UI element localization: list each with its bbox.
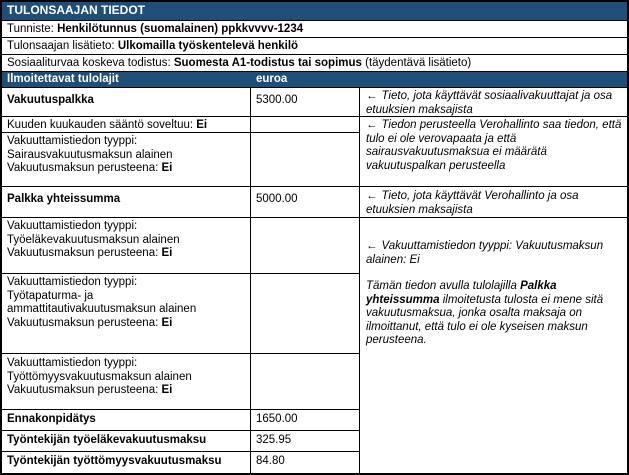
- annotation-social-insurers: [360, 88, 627, 117]
- income-type-label: Työntekijän työeläkevakuutusmaksu: [7, 434, 207, 446]
- insurance-type-line: Vakuuttamistiedon tyyppi:: [7, 357, 138, 369]
- income-types-table: [2, 88, 359, 473]
- identifier-row: [2, 21, 627, 38]
- income-type-label: Vakuutuspalkka: [7, 94, 94, 106]
- amount-cell: [251, 452, 359, 473]
- insurance-basis-flag: Ei: [161, 247, 173, 259]
- rule-label: Kuuden kuukauden sääntö soveltuu:: [7, 119, 197, 131]
- row-vakuutuspalkka: [2, 88, 359, 117]
- annotation-insurance-type-explanation: [360, 218, 627, 473]
- amount-cell: [251, 88, 359, 116]
- amount-cell: [251, 187, 359, 217]
- amount-value: 325.95: [256, 434, 292, 446]
- annotation-paragraph-start: Tämän tiedon avulla tulolajilla: [366, 280, 521, 292]
- income-type-label: Ennakonpidätys: [7, 413, 96, 425]
- insurance-type-line: Vakuuttamistiedon tyyppi:: [7, 276, 138, 288]
- annotation-tax-and-benefit-payers: [360, 187, 627, 218]
- amount-value: 1650.00: [256, 413, 298, 425]
- insurance-basis-flag: Ei: [161, 162, 173, 174]
- insurance-type-line: Sairausvakuutusmaksun alainen: [7, 148, 173, 161]
- certificate-label: Sosiaaliturvaa koskeva todistus:: [7, 57, 174, 69]
- insurance-type-line: Työeläkevakuutusmaksun alainen: [7, 233, 180, 246]
- row-vakuuttamistieto-tyottomyys: [2, 354, 359, 410]
- row-vakuuttamistieto-sairausvakuutus: [2, 133, 359, 187]
- table-header-row: [2, 72, 627, 88]
- recipient-additional-info-row: [2, 38, 627, 55]
- annotation-paragraph-bold: Palkka yhteissumma: [366, 280, 557, 306]
- insurance-type-line: Vakuuttamistiedon tyyppi:: [7, 135, 138, 147]
- insurance-basis-flag: Ei: [161, 316, 173, 329]
- annotations-column: [359, 88, 627, 473]
- annotation-tax-administration-info: [360, 117, 627, 187]
- amount-cell: [251, 431, 359, 451]
- amount-cell-empty: [251, 117, 359, 132]
- column-header-euros: euroa: [256, 73, 288, 85]
- amount-cell-empty: [251, 133, 359, 186]
- insurance-basis-flag: Ei: [161, 384, 173, 396]
- additional-info-value: Ulkomailla työskentelevä henkilö: [117, 40, 299, 52]
- income-type-label: Työntekijän työttömyysvakuutusmaksu: [7, 455, 222, 467]
- certificate-suffix: (täydentävä lisätieto): [361, 57, 472, 69]
- insurance-basis-label: Vakuutusmaksun perusteena:: [7, 316, 162, 329]
- amount-value: 5000.00: [256, 193, 298, 205]
- insurance-basis-label: Vakuutusmaksun perusteena:: [7, 162, 162, 174]
- social-security-certificate-row: [2, 55, 627, 72]
- amount-value: 84.80: [256, 455, 285, 467]
- insurance-type-line: ammattitautivakuutusmaksun alainen: [7, 303, 197, 315]
- insurance-basis-label: Vakuutusmaksun perusteena:: [7, 384, 162, 396]
- row-vakuuttamistieto-tyoelake: [2, 218, 359, 274]
- row-vakuuttamistieto-tyotapaturma: [2, 274, 359, 354]
- left-arrow-icon: ←: [366, 240, 378, 252]
- annotation-paragraph-end: ilmoitetusta tulosta ei mene sitä vakuutusmaksua, jonka osalta maksaja on ilmoittanut, että tulo ei ole kyseisen maksun perusteena.: [366, 293, 604, 346]
- annotation-text: Vakuuttamistiedon tyyppi: Vakuutusmaksun alainen: Ei: [366, 240, 604, 266]
- insurance-type-line: Vakuuttamistiedon tyyppi:: [7, 220, 138, 232]
- row-kuuden-kuukauden-saanto: [2, 117, 359, 133]
- row-tyoelakevakuutusmaksu: [2, 431, 359, 452]
- amount-cell: [251, 410, 359, 430]
- left-arrow-icon: ←: [366, 190, 378, 202]
- column-header-income-types: Ilmoitettavat tulolajit: [7, 73, 119, 85]
- amount-cell-empty: [251, 218, 359, 273]
- amount-cell-empty: [251, 274, 359, 353]
- insurance-basis-label: Vakuutusmaksun perusteena:: [7, 247, 162, 259]
- document-title-bar: [2, 2, 627, 21]
- left-arrow-icon: ←: [366, 119, 378, 131]
- left-arrow-icon: ←: [366, 90, 378, 102]
- row-palkka-yhteissumma: [2, 187, 359, 218]
- annotation-text: Tieto, jota käyttävät Verohallinto ja osa etuuksien maksajista: [366, 190, 579, 216]
- page-title: TULONSAAJAN TIEDOT: [7, 3, 145, 17]
- table-body: [2, 88, 627, 473]
- additional-info-label: Tulonsaajan lisätieto:: [7, 40, 118, 52]
- insurance-type-line: Työtapaturma- ja: [7, 289, 94, 302]
- insurance-type-line: Työttömyysvakuutusmaksun alainen: [7, 370, 192, 383]
- row-ennakonpidatys: [2, 410, 359, 431]
- certificate-value: Suomesta A1-todistus tai sopimus: [173, 57, 362, 69]
- amount-cell-empty: [251, 354, 359, 409]
- amount-value: 5300.00: [256, 94, 298, 106]
- annotation-text: Tieto, jota käyttävät sosiaalivakuuttajat ja osa etuuksien maksajista: [366, 90, 613, 116]
- rule-flag: Ei: [196, 119, 208, 131]
- identifier-value: Henkilötunnus (suomalainen) ppkkvvvv-1234: [57, 23, 304, 35]
- row-tyottomyysvakuutusmaksu: [2, 452, 359, 473]
- income-type-label: Palkka yhteissumma: [7, 193, 121, 205]
- annotation-text: Tiedon perusteella Verohallinto saa tiedon, että tulo ei ole verovapaata ja että sairausvakuutusmaksua ei määrätä vakuutuspalkan perusteella: [366, 119, 622, 172]
- identifier-label: Tunniste:: [7, 23, 58, 35]
